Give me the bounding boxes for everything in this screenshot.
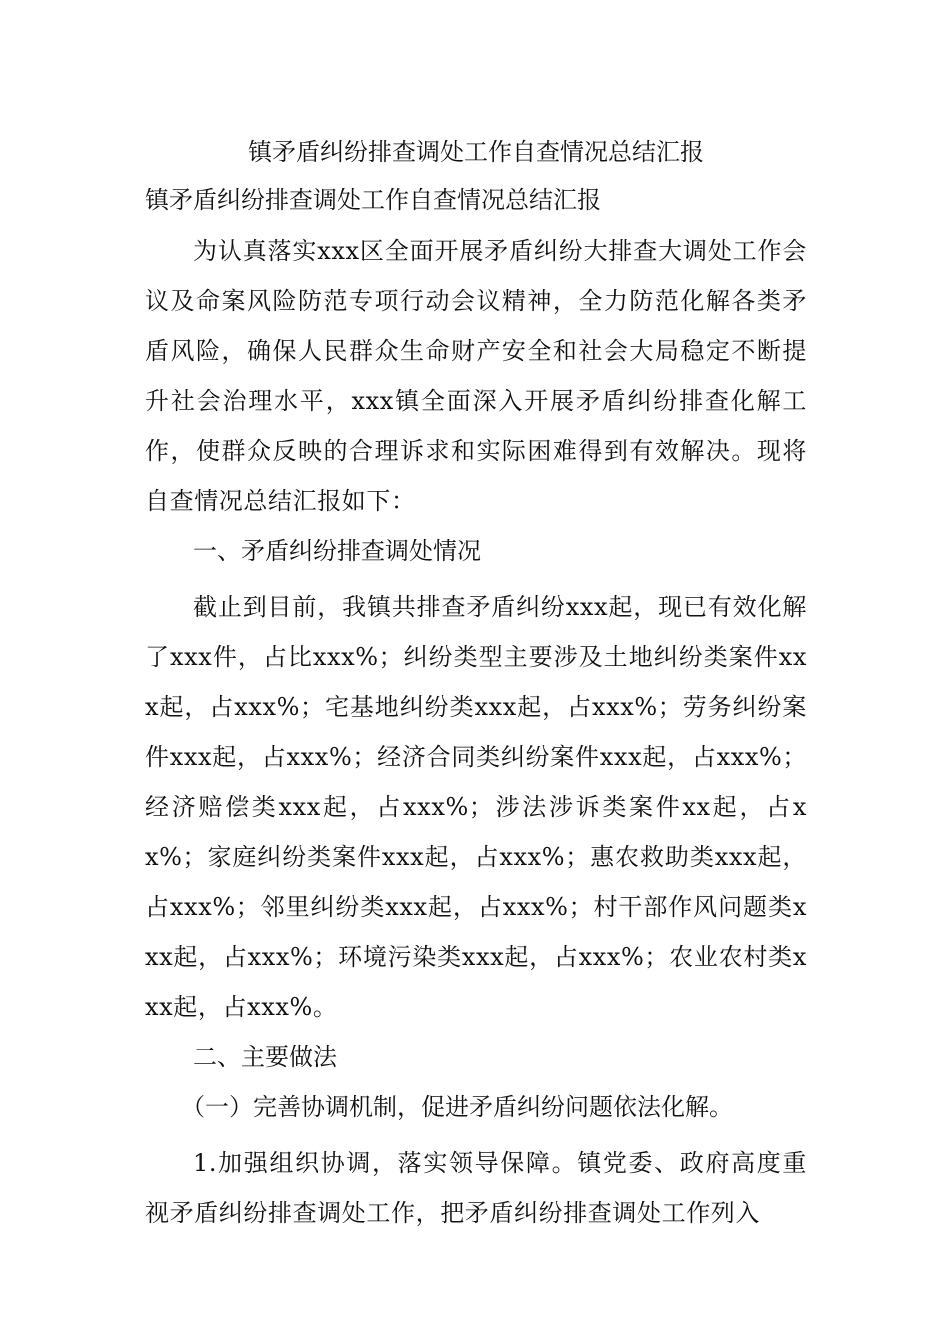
section-1-paragraph: 截止到目前，我镇共排查矛盾纠纷xxx起，现已有效化解了xxx件，占比xxx%；纠纷类型主要涉及土地纠纷类案件xxx起，占xxx%；宅基地纠纷类xxx起，占xxx%；劳务纠纷案件xxx起，占xxx%；经济合同类纠纷案件xxx起，占xxx%；经济赔偿类xxx起，占xxx%；涉法涉诉类案件xx起，占xx%；家庭纠纷类案件xxx起，占xxx%；惠农救助类xxx起，占xxx%；邻里纠纷类xxx起，占xxx%；村干部作风问题类xxx起，占xxx%；环境污染类xxx起，占xxx%；农业农村类xxx起，占xxx%。 — [145, 593, 807, 1021]
document-subtitle: 镇矛盾纠纷排查调处工作自查情况总结汇报 — [145, 186, 601, 214]
section-2-heading: 二、主要做法 — [193, 1043, 337, 1071]
intro-paragraph: 为认真落实xxx区全面开展矛盾纠纷大排查大调处工作会议及命案风险防范专项行动会议精神，全力防范化解各类矛盾风险，确保人民群众生命财产安全和社会大局稳定不断提升社会治理水平，xxx镇全面深入开展矛盾纠纷排查化解工作，使群众反映的合理诉求和实际困难得到有效解决。现将自查情况总结汇报如下： — [145, 237, 807, 515]
document-title: 镇矛盾纠纷排查调处工作自查情况总结汇报 — [248, 138, 704, 166]
document-body — [145, 132, 807, 1238]
section-1-heading: 一、矛盾纠纷排查调处情况 — [193, 537, 481, 565]
subsection-1-heading: （一）完善协调机制，促进矛盾纠纷问题依法化解。 — [181, 1093, 733, 1121]
item-1-paragraph: 1.加强组织协调，落实领导保障。镇党委、政府高度重视矛盾纠纷排查调处工作，把矛盾纠纷排查调处工作列入 — [145, 1149, 807, 1227]
